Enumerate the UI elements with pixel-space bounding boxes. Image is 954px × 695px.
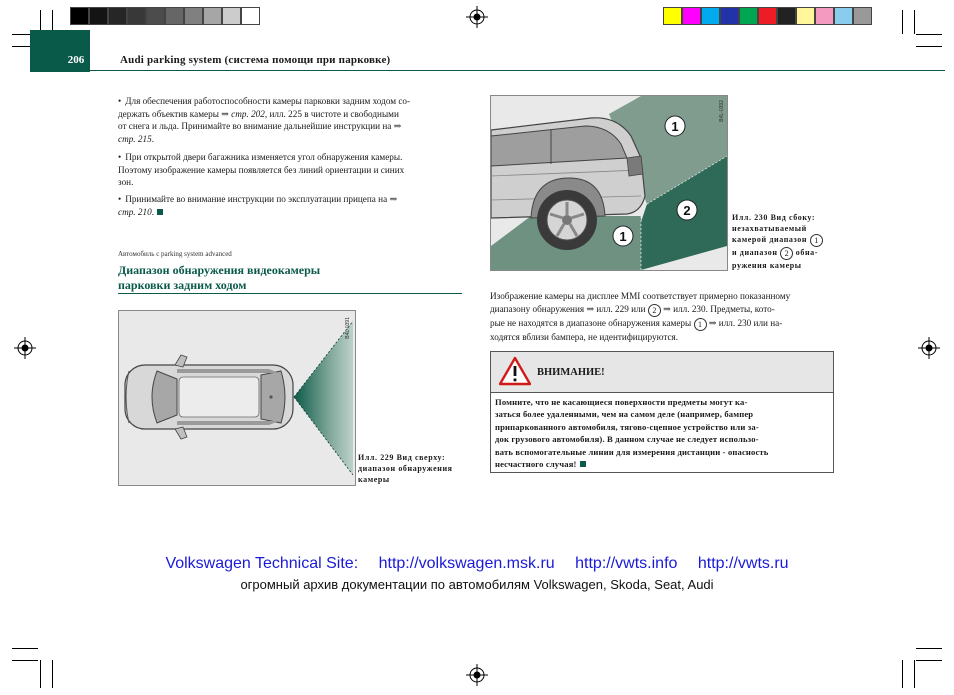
- caption-line: Илл. 230 Вид сбоку:: [732, 213, 816, 222]
- paragraph-text: ⇒ илл. 230 или на-: [708, 318, 783, 328]
- registration-mark-icon: [14, 337, 36, 359]
- warning-box: [490, 351, 834, 473]
- gray-swatch: [165, 7, 184, 25]
- figure-230-side-view: [490, 95, 728, 271]
- footer-link[interactable]: http://volkswagen.msk.ru: [378, 555, 555, 572]
- zone-label-text: 2: [683, 203, 691, 218]
- gray-swatch: [89, 7, 108, 25]
- paragraph-line: Изображение камеры на дисплее MMI соответствует примерно показанному: [490, 291, 791, 301]
- bullet-text: При открытой двери багажника изменяется угол обнаружения камеры.: [125, 152, 403, 162]
- caption-text: обна-: [795, 248, 819, 257]
- figure-229-caption: [358, 452, 468, 485]
- warning-line: Помните, что не касающиеся поверхности предметы могут ка-: [495, 397, 748, 407]
- section-rule: [118, 293, 462, 294]
- figure-id: B4L-0391: [345, 317, 351, 339]
- page-header-title: Audi parking system (система помощи при парковке): [120, 54, 391, 66]
- warning-triangle-icon: [499, 356, 531, 386]
- caption-line: Илл. 229 Вид сверху:: [358, 453, 446, 462]
- section-title-line: парковки задним ходом: [118, 278, 247, 292]
- caption-line: незахватываемый: [732, 224, 807, 233]
- number-circle: 2: [648, 304, 661, 317]
- bullet-text: .: [151, 206, 154, 217]
- bullet-text: зон.: [118, 177, 134, 188]
- caption-line: камеры: [358, 475, 390, 484]
- bullet-text: Для обеспечения работоспособности камеры парковки задним ходом со-: [125, 96, 411, 106]
- process-swatch: [682, 7, 701, 25]
- process-swatch: [720, 7, 739, 25]
- body-paragraph: [490, 290, 835, 344]
- process-swatch: [796, 7, 815, 25]
- bullet-text: стр. 215: [118, 133, 152, 144]
- caption-text: и диапазон: [732, 248, 778, 257]
- caption-line: [732, 247, 847, 260]
- bullet-text: , илл. 225 в чистоте и свободными: [264, 108, 399, 119]
- bullet-item: [118, 151, 463, 189]
- paragraph-line: ходятся вблизи бампера, не идентифицируются.: [490, 332, 679, 342]
- end-of-section-marker: [157, 209, 163, 215]
- bullet-item: [118, 193, 463, 218]
- bullet-text: держать объектив камеры ⇒: [118, 108, 232, 119]
- car-side-view-illustration: [491, 96, 727, 270]
- bullet-text: Поэтому изображение камеры появляется без линий ориентации и синих: [118, 164, 405, 175]
- bullet-dot: •: [118, 96, 122, 106]
- gray-swatch: [203, 7, 222, 25]
- process-swatch: [815, 7, 834, 25]
- process-swatch: [834, 7, 853, 25]
- footer-subtitle: огромный архив документации по автомобилям Volkswagen, Skoda, Seat, Audi: [240, 577, 714, 592]
- footer-site-label: Volkswagen Technical Site:: [165, 555, 359, 572]
- warning-line: припаркованного автомобиля, тягово-сцепное устройство или за-: [495, 421, 759, 432]
- process-swatch: [739, 7, 758, 25]
- bullet-text: от снега и льда. Принимайте во внимание дальнейшие инструкции на ⇒: [118, 121, 402, 132]
- process-color-bar: [663, 7, 872, 25]
- zone-label-text: 1: [619, 229, 627, 244]
- section-context-label: Автомобиль с parking system advanced: [118, 250, 232, 258]
- process-swatch: [701, 7, 720, 25]
- figure-id: B4L-0392: [719, 100, 725, 122]
- paragraph-line: [490, 317, 835, 331]
- warning-line: несчастного случая!: [495, 458, 833, 470]
- gray-swatch: [222, 7, 241, 25]
- footer-link[interactable]: http://vwts.info: [575, 555, 678, 572]
- detection-zone-shape: [294, 321, 353, 475]
- registration-mark-icon: [466, 664, 488, 686]
- paragraph-text: диапазону обнаружения ⇒ илл. 229 или: [490, 304, 646, 314]
- warning-line: заться более удаленными, чем на самом деле (например, бампер: [495, 409, 754, 420]
- figure-230-caption: [732, 212, 847, 271]
- caption-text: камерой диапазон: [732, 235, 808, 244]
- car-top-view-illustration: [119, 311, 355, 485]
- section-title: [118, 263, 458, 293]
- caption-line: диапазон обнаружения: [358, 464, 453, 473]
- zone-label-1-upper: [665, 116, 685, 136]
- paragraph-line: [490, 303, 835, 317]
- warning-header: [491, 352, 833, 393]
- figure-229-top-view: [118, 310, 356, 486]
- zone-label-text: 1: [671, 119, 679, 134]
- bullet-text: .: [151, 133, 154, 144]
- header-rule: [90, 70, 945, 71]
- caption-line: ружения камеры: [732, 261, 802, 270]
- footer-links: [0, 555, 954, 573]
- process-swatch: [777, 7, 796, 25]
- bullet-item: [118, 95, 463, 145]
- bullet-dot: •: [118, 152, 122, 162]
- zone-label-1-lower: [613, 226, 633, 246]
- caption-line: [732, 234, 847, 247]
- bullet-dot: •: [118, 194, 122, 204]
- zone-label-2: [677, 200, 697, 220]
- paragraph-text: ⇒ илл. 230. Предметы, кото-: [663, 304, 775, 314]
- car-top-outline: [125, 355, 293, 439]
- bullet-text: стр. 210: [118, 206, 152, 217]
- page-number: 206: [67, 54, 85, 66]
- gray-swatch: [108, 7, 127, 25]
- process-swatch: [853, 7, 872, 25]
- gray-swatch: [146, 7, 165, 25]
- end-of-section-marker: [580, 461, 586, 467]
- bullet-text: Принимайте во внимание инструкции по эксплуатации прицепа на ⇒: [125, 194, 398, 204]
- warning-line: док грузового автомобиля). В данном случае не следует использо-: [495, 434, 759, 445]
- paragraph-text: рые не находятся в диапазоне обнаружения камеры: [490, 318, 692, 328]
- gray-swatch: [184, 7, 203, 25]
- grayscale-color-bar: [70, 7, 260, 25]
- warning-text: [495, 396, 833, 470]
- registration-mark-icon: [466, 6, 488, 28]
- process-swatch: [758, 7, 777, 25]
- warning-line: вать вспомогательные линии для измерения дистанции - опасность: [495, 446, 769, 457]
- gray-swatch: [241, 7, 260, 25]
- number-circle: 1: [810, 234, 823, 247]
- number-circle: 2: [780, 247, 793, 260]
- section-title-line: Диапазон обнаружения видеокамеры: [118, 263, 321, 277]
- registration-mark-icon: [918, 337, 940, 359]
- bullet-text: стр. 202: [231, 108, 265, 119]
- gray-swatch: [127, 7, 146, 25]
- number-circle: 1: [694, 318, 707, 331]
- gray-swatch: [70, 7, 89, 25]
- warning-title: ВНИМАНИЕ!: [537, 367, 605, 378]
- process-swatch: [663, 7, 682, 25]
- footer-link[interactable]: http://vwts.ru: [697, 555, 789, 572]
